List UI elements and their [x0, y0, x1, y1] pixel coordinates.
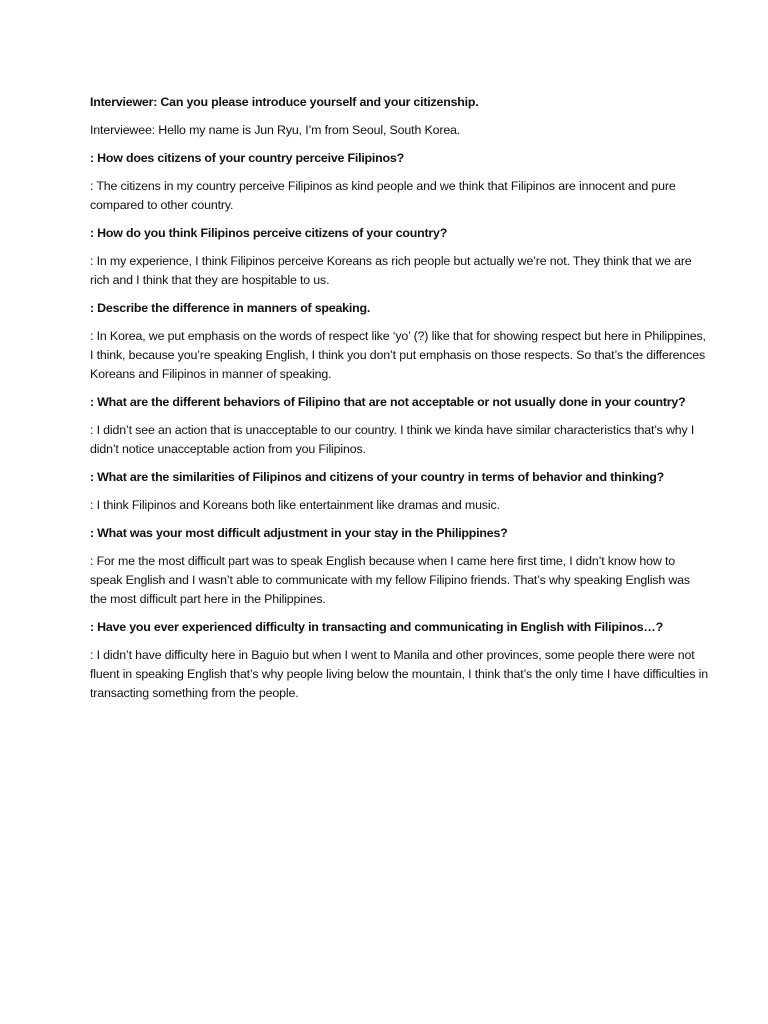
question-english-difficulty: : Have you ever experienced difficulty in transacting and communicating in English with Filipinos…? — [90, 620, 663, 634]
answer-manners-of-speaking: : In Korea, we put emphasis on the words of respect like ‘yo’ (?) like that for showing respect but here in Philippines, I think, because you’re speaking English, I think you don’t put emphasis on those respects. So that’s the differences Koreans and Filipinos in manner of speaking. — [90, 329, 706, 381]
answer-filipino-perception: : In my experience, I think Filipinos perceive Koreans as rich people but actually we’re not. They think that we are rich and I think that they are hospitable to us. — [90, 254, 692, 287]
answer-difficult-adjustment: : For me the most difficult part was to speak English because when I came here first time, I didn’t know how to speak English and I wasn’t able to communicate with my fellow Filipino friends. That’s why speaking English was the most difficult part here in the Philippines. — [90, 554, 690, 606]
question-filipino-perception: : How do you think Filipinos perceive citizens of your country? — [90, 226, 448, 240]
answer-unacceptable-behaviors: : I didn’t see an action that is unacceptable to our country. I think we kinda have similar characteristics that’s why I didn’t notice unacceptable action from you Filipinos. — [90, 423, 695, 456]
question-similarities: : What are the similarities of Filipinos and citizens of your country in terms of behavior and thinking? — [90, 470, 665, 484]
question-difficult-adjustment: : What was your most difficult adjustment in your stay in the Philippines? — [90, 526, 508, 540]
question-unacceptable-behaviors: : What are the different behaviors of Filipino that are not acceptable or not usually done in your country? — [90, 395, 686, 409]
question-manners-of-speaking: : Describe the difference in manners of speaking. — [90, 301, 371, 315]
answer-english-difficulty: : I didn’t have difficulty here in Baguio but when I went to Manila and other provinces, some people there were not fluent in speaking English that’s why people living below the mountain, I think that’s the only time I have difficulties in transacting something from the people. — [90, 648, 708, 700]
answer-similarities: : I think Filipinos and Koreans both like entertainment like dramas and music. — [90, 498, 500, 512]
question-introduction: Interviewer: Can you please introduce yourself and your citizenship. — [90, 95, 479, 109]
answer-introduction: Interviewee: Hello my name is Jun Ryu, I’m from Seoul, South Korea. — [90, 123, 461, 137]
answer-perception-of-filipinos: : The citizens in my country perceive Filipinos as kind people and we think that Filipinos are innocent and pure compared to other country. — [90, 179, 676, 212]
question-perception-of-filipinos: : How does citizens of your country perceive Filipinos? — [90, 151, 404, 165]
